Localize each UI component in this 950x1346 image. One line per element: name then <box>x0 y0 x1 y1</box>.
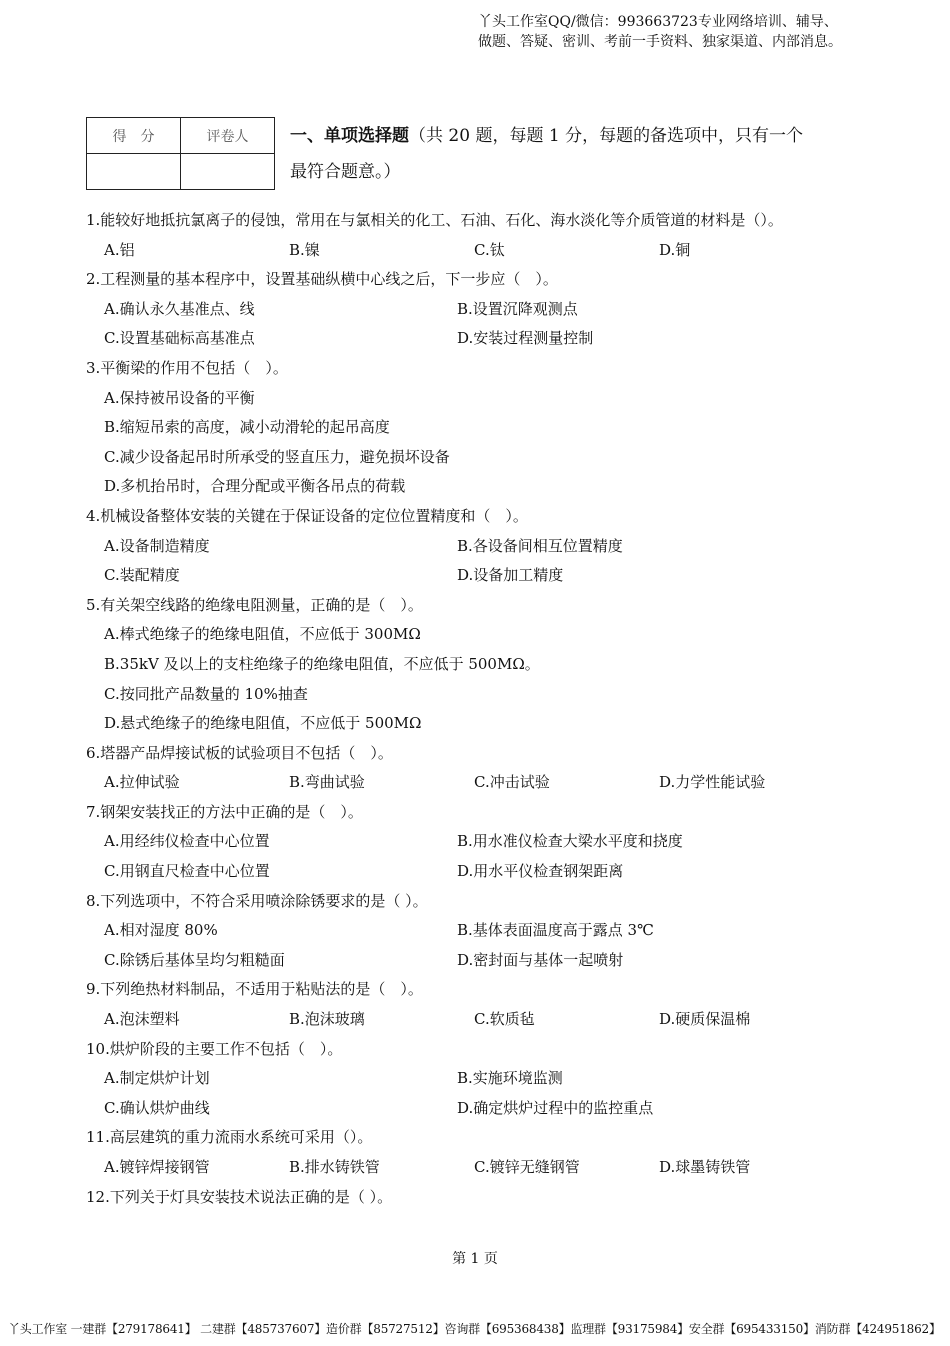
question-stem: 7.钢架安装找正的方法中正确的是（ ）。 <box>86 802 363 821</box>
answer-option: D.硬质保温棉 <box>659 1010 751 1029</box>
option-row <box>86 946 906 976</box>
section-desc-2: 最符合题意。） <box>290 162 401 182</box>
answer-option: C.钛 <box>474 240 505 259</box>
answer-option: B.排水铸铁管 <box>289 1158 380 1176</box>
grader-cell <box>181 154 275 190</box>
question-stem: 12.下列关于灯具安装技术说法正确的是（ ）。 <box>86 1187 393 1206</box>
answer-option: B.基体表面温度高于露点 3℃ <box>457 921 654 940</box>
question-1 <box>86 206 906 265</box>
option-row <box>86 827 906 857</box>
answer-option: D.密封面与基体一起喷射 <box>457 950 624 969</box>
answer-option: B.镍 <box>289 240 320 259</box>
score-cell <box>87 154 181 190</box>
answer-option: A.相对湿度 80% <box>104 921 218 940</box>
header-note <box>478 12 898 52</box>
question-2 <box>86 265 906 354</box>
question-8 <box>86 887 906 976</box>
answer-option: A.棒式绝缘子的绝缘电阻值，不应低于 300MΩ <box>104 625 421 644</box>
option-row <box>86 1094 906 1124</box>
option-row <box>86 413 906 443</box>
answer-option: A.设备制造精度 <box>104 536 210 555</box>
answer-option: D.悬式绝缘子的绝缘电阻值，不应低于 500MΩ <box>104 714 422 733</box>
section-title <box>290 118 890 190</box>
answer-option: A.确认永久基准点、线 <box>104 299 255 318</box>
answer-option: C.装配精度 <box>104 566 180 585</box>
option-row <box>86 620 906 650</box>
answer-option: C.设置基础标高基准点 <box>104 329 255 348</box>
answer-option: A.保持被吊设备的平衡 <box>104 388 255 407</box>
answer-option: C.减少设备起吊时所承受的竖直压力，避免损坏设备 <box>104 447 450 466</box>
option-row <box>86 916 906 946</box>
score-label: 得 分 <box>87 118 181 154</box>
question-10 <box>86 1035 906 1124</box>
option-row <box>86 680 906 710</box>
question-9 <box>86 975 906 1034</box>
answer-option: A.铝 <box>104 240 135 259</box>
answer-option: C.确认烘炉曲线 <box>104 1098 210 1117</box>
answer-option: D.用水平仪检查钢架距离 <box>457 862 624 881</box>
page-number: 第 1 页 <box>452 1251 498 1267</box>
answer-option: C.软质毡 <box>474 1010 535 1029</box>
option-row <box>86 1064 906 1094</box>
option-row <box>86 295 906 325</box>
answer-option: C.镀锌无缝钢管 <box>474 1158 580 1176</box>
answer-option: B.35kV 及以上的支柱绝缘子的绝缘电阻值，不应低于 500MΩ。 <box>104 654 540 673</box>
answer-option: C.除锈后基体呈均匀粗糙面 <box>104 950 285 969</box>
section-desc-1: （共 20 题，每题 1 分，每题的备选项中，只有一个 <box>409 126 804 146</box>
footer-note: 丫头工作室 一建群【279178641】 二建群【485737607】造价群【85727512】咨询群【695368438】监理群【93175984】安全群【695433150】消防群【424951862】 <box>8 1322 941 1336</box>
question-stem: 9.下列绝热材料制品，不适用于粘贴法的是（ ）。 <box>86 980 423 999</box>
header-note-line-2: 做题、答疑、密训、考前一手资料、独家渠道、内部消息。 <box>478 34 842 50</box>
answer-option: B.用水准仪检查大梁水平度和挠度 <box>457 832 683 851</box>
answer-option: B.设置沉降观测点 <box>457 299 578 318</box>
answer-option: D.铜 <box>659 240 691 259</box>
answer-option: A.拉伸试验 <box>104 773 180 792</box>
question-7 <box>86 798 906 887</box>
question-stem: 8.下列选项中，不符合采用喷涂除锈要求的是（ ）。 <box>86 891 428 910</box>
question-stem: 1.能较好地抵抗氯离子的侵蚀，常用在与氯相关的化工、石油、石化、海水淡化等介质管道的材料是（）。 <box>86 211 783 229</box>
answer-option: B.泡沫玻璃 <box>289 1010 365 1029</box>
question-3 <box>86 354 906 502</box>
option-row <box>86 561 906 591</box>
answer-option: B.各设备间相互位置精度 <box>457 536 623 555</box>
question-stem: 11.高层建筑的重力流雨水系统可采用（）。 <box>86 1128 373 1147</box>
grader-label: 评卷人 <box>181 118 275 154</box>
option-row <box>86 768 906 798</box>
option-row <box>86 324 906 354</box>
option-row <box>86 1153 906 1183</box>
question-stem: 10.烘炉阶段的主要工作不包括（ ）。 <box>86 1039 343 1058</box>
question-6 <box>86 739 906 798</box>
answer-option: D.多机抬吊时，合理分配或平衡各吊点的荷载 <box>104 477 406 496</box>
section-heading: 一、单项选择题 <box>290 126 409 146</box>
question-stem: 3.平衡梁的作用不包括（ ）。 <box>86 358 288 377</box>
question-stem: 4.机械设备整体安装的关键在于保证设备的定位位置精度和（ ）。 <box>86 506 528 525</box>
option-row <box>86 532 906 562</box>
score-table <box>86 117 275 190</box>
question-11 <box>86 1123 906 1182</box>
question-stem: 5.有关架空线路的绝缘电阻测量，正确的是（ ）。 <box>86 595 423 614</box>
answer-option: B.实施环境监测 <box>457 1069 563 1088</box>
option-row <box>86 384 906 414</box>
answer-option: A.镀锌焊接钢管 <box>104 1158 210 1176</box>
answer-option: D.确定烘炉过程中的监控重点 <box>457 1098 654 1117</box>
question-stem: 2.工程测量的基本程序中，设置基础纵横中心线之后，下一步应（ ）。 <box>86 270 558 289</box>
option-row <box>86 650 906 680</box>
answer-option: C.按同批产品数量的 10%抽查 <box>104 684 308 703</box>
answer-option: A.泡沫塑料 <box>104 1010 180 1029</box>
option-row <box>86 443 906 473</box>
answer-option: A.制定烘炉计划 <box>104 1069 210 1088</box>
option-row <box>86 1005 906 1035</box>
question-12 <box>86 1183 906 1213</box>
answer-option: B.缩短吊索的高度，减小动滑轮的起吊高度 <box>104 418 390 437</box>
answer-option: C.冲击试验 <box>474 773 550 792</box>
answer-option: D.安装过程测量控制 <box>457 329 594 348</box>
question-5 <box>86 591 906 739</box>
answer-option: C.用钢直尺检查中心位置 <box>104 862 270 881</box>
answer-option: D.球墨铸铁管 <box>659 1158 751 1176</box>
question-stem: 6.塔器产品焊接试板的试验项目不包括（ ）。 <box>86 743 393 762</box>
answer-option: B.弯曲试验 <box>289 773 365 792</box>
question-4 <box>86 502 906 591</box>
header-note-line-1: 丫头工作室QQ/微信：993663723专业网络培训、辅导、 <box>478 14 838 30</box>
option-row <box>86 857 906 887</box>
answer-option: A.用经纬仪检查中心位置 <box>104 832 270 851</box>
answer-option: D.力学性能试验 <box>659 773 766 792</box>
question-list <box>86 206 906 1212</box>
option-row <box>86 709 906 739</box>
option-row <box>86 472 906 502</box>
option-row <box>86 236 906 266</box>
answer-option: D.设备加工精度 <box>457 566 564 585</box>
